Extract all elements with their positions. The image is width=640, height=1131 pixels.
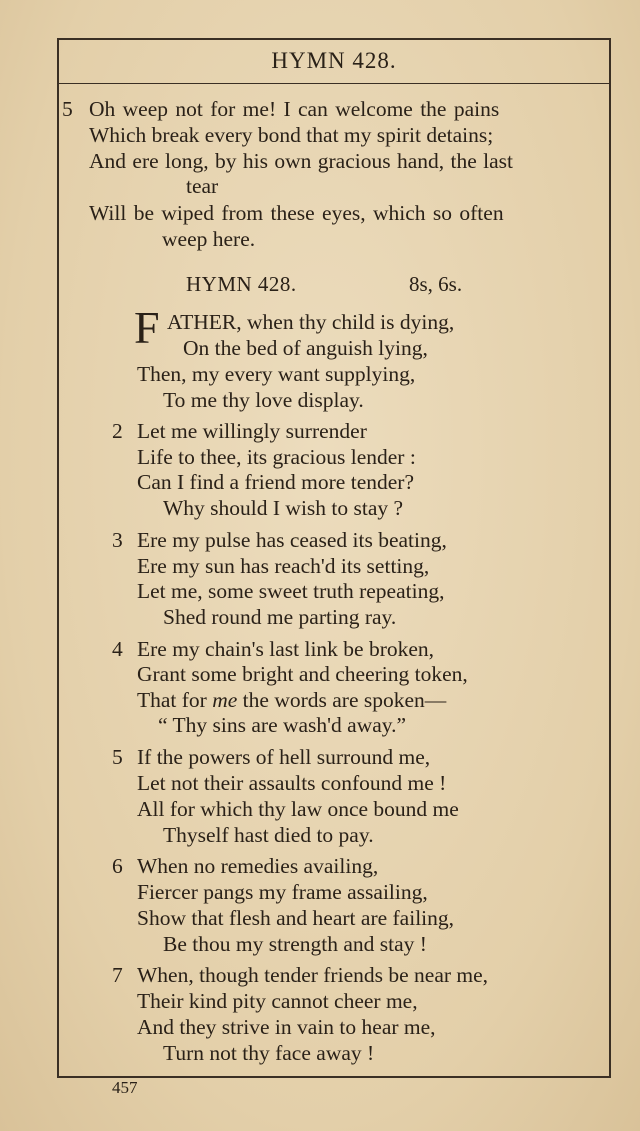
verse-line: Thyself hast died to pay. [163, 823, 374, 847]
verse-line: Fiercer pangs my frame assailing, [137, 880, 428, 904]
verse-line: ATHER, when thy child is dying, [167, 310, 455, 334]
footer-rule [59, 1076, 609, 1078]
verse-line: Why should I wish to stay ? [163, 496, 404, 520]
prev-verse-line: And ere long, by his own gracious hand, the last [89, 149, 513, 173]
hymn-meter: 8s, 6s. [409, 272, 463, 296]
verse-line: Can I find a friend more tender? [137, 470, 414, 494]
verse-number: 4 [112, 637, 123, 661]
verse-line: Grant some bright and cheering token, [137, 662, 468, 686]
verse-line: Then, my every want supplying, [137, 362, 416, 386]
verse-line: “ Thy sins are wash'd away.” [158, 713, 407, 737]
verse-line: Shed round me parting ray. [163, 605, 397, 629]
verse-number: 5 [112, 745, 123, 769]
verse-line: Their kind pity cannot cheer me, [137, 989, 418, 1013]
prev-verse-number: 5 [62, 97, 73, 121]
verse-line: Let not their assaults confound me ! [137, 771, 447, 795]
verse-line: All for which thy law once bound me [137, 797, 459, 821]
verse-line: If the powers of hell surround me, [137, 745, 431, 769]
verse-line-part: the words are spoken— [242, 688, 447, 712]
verse-line: And they strive in vain to hear me, [137, 1015, 436, 1039]
prev-verse-line: Oh weep not for me! I can welcome the pains [89, 97, 500, 121]
prev-verse-line: weep here. [162, 227, 256, 251]
verse-number: 3 [112, 528, 123, 552]
verse-line-part: That for [137, 688, 207, 712]
verse-line: Let me, some sweet truth repeating, [137, 579, 445, 603]
verse-line: Be thou my strength and stay ! [163, 932, 427, 956]
verse-line: Ere my sun has reach'd its setting, [137, 554, 430, 578]
verse-line: Turn not thy face away ! [163, 1041, 375, 1065]
prev-verse-line: Will be wiped from these eyes, which so often [89, 201, 504, 225]
verse-line: On the bed of anguish lying, [183, 336, 428, 360]
verse-number: 6 [112, 854, 123, 878]
emphasized-word: me [212, 688, 238, 712]
drop-cap: F [134, 302, 160, 353]
verse-line: Ere my pulse has ceased its beating, [137, 528, 447, 552]
verse-number: 2 [112, 419, 123, 443]
hymn-title: HYMN 428. [186, 272, 297, 296]
verse-line: Life to thee, its gracious lender : [137, 445, 416, 469]
prev-verse-line: Which break every bond that my spirit detains; [89, 123, 494, 147]
verse-line: Ere my chain's last link be broken, [137, 637, 435, 661]
verse-line: When, though tender friends be near me, [137, 963, 489, 987]
running-head: HYMN 428. [271, 48, 397, 73]
page-number: 457 [112, 1078, 138, 1097]
verse-line: To me thy love display. [163, 388, 364, 412]
prev-verse-line: tear [186, 174, 219, 198]
verse-line: Show that flesh and heart are failing, [137, 906, 455, 930]
verse-line [137, 687, 446, 713]
verse-line: Let me willingly surrender [137, 419, 367, 443]
verse-number: 7 [112, 963, 123, 987]
verse-line: When no remedies availing, [137, 854, 379, 878]
header-rule [59, 83, 609, 84]
